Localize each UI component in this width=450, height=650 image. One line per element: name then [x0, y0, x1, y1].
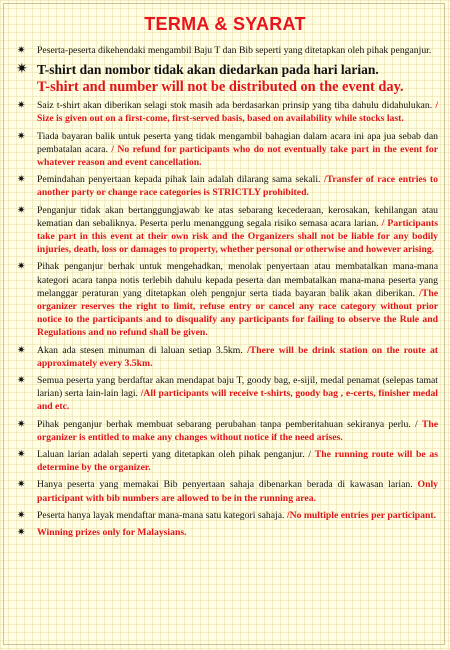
term-text-en: /Transfer of race entries to another party or change race categories is STRICTLY prohibited. [37, 174, 439, 199]
term-text-en: /All participants will receive t-shirts, goody bag , e-certs, finisher medal and etc. [37, 388, 438, 413]
term-text-ms: Penganjur tidak akan bertanggungjawab ke atas sebarang kecederaan, kerosakan, kehilangan atau kematian dan sebaliknya. Peserta perlu menanggung segala risiko semasa acara larian. [37, 204, 438, 229]
term-text-ms: Peserta hanya layak mendaftar mana-mana satu kategori sahaja. [37, 509, 285, 521]
list-item [0, 448, 450, 474]
star-bullet-icon: ✷ [17, 375, 26, 387]
term-text-ms: Laluan larian adalah seperti yang ditetapkan oleh pihak penganjur. / [37, 449, 312, 461]
page-title: TERMA & SYARAT [144, 14, 306, 34]
star-bullet-icon: ✷ [17, 100, 26, 112]
star-bullet-icon: ✷ [17, 418, 26, 430]
star-bullet-icon: ✷ [17, 261, 26, 273]
term-text-en: /There will be drink station on the route at approximately every 3.5km. [37, 344, 439, 369]
term-text-ms: Hanya peserta yang memakai Bib penyertaan sahaja dibenarkan berada di kawasan larian. [37, 479, 413, 491]
star-bullet-icon: ✷ [17, 45, 26, 56]
list-item [0, 418, 450, 444]
star-bullet-icon: ✷ [17, 174, 26, 186]
star-bullet-icon: ✷ [17, 204, 26, 216]
list-item [0, 99, 450, 125]
list-item [0, 260, 450, 339]
list-item [0, 509, 450, 522]
term-text-en: /The organizer reserves the right to limit, refuse entry or cancel any race category without prior notice to the participants and to disqualify any participants for failing to observe the Rule and Regulations and no refund shall be given. [37, 287, 439, 339]
star-bullet-icon: ✷ [17, 344, 26, 356]
list-item [0, 204, 450, 257]
term-text-ms: Tiada bayaran balik untuk peserta yang tidak mengambil bahagian dalam acara ini apa jua sebab dan pembatalan acara. [37, 130, 438, 155]
star-bullet-icon: ✷ [17, 527, 26, 539]
star-bullet-icon: ✷ [17, 130, 26, 142]
term-text-en: /No multiple entries per participant. [286, 509, 437, 521]
star-bullet-icon: ✷ [16, 61, 28, 78]
term-text-ms: Semua peserta yang berdaftar akan mendapat baju T, goody bag, e-sijil, medal penamat (selepas tamat larian) serta lain-lain lagi. [37, 375, 438, 400]
star-bullet-icon: ✷ [17, 509, 26, 521]
list-item [0, 344, 450, 370]
term-text-en: Only participant with bib numbers are allowed to be in the running area. [37, 479, 438, 504]
term-text-en: The running route will be as determine by the organizer. [37, 449, 439, 474]
term-text-ms: Pihak penganjur berhak untuk mengehadkan, menolak penyertaan atau membatalkan mana-mana kategori acara tanpa notis terlebih dahulu kepada peserta dan membatalkan mana-mana peserta yang melanggar peraturan yang ditetapkan oleh pengnjur serta tiada bayaran balik akan diberikan. [37, 261, 438, 299]
list-item [0, 374, 450, 414]
terms-list [0, 44, 450, 543]
term-text-en: / Size is given out on a first-come, first-served basis, based on availability while stocks last. [37, 100, 439, 125]
term-text-en: The organizer is entitled to make any changes without notice if the need arises. [37, 418, 439, 443]
term-text-en: / No refund for participants who do not eventually take part in the event for whatever reason and event cancellation. [37, 143, 439, 169]
term-text-ms: Akan ada stesen minuman di laluan setiap 3.5km. [37, 344, 243, 356]
list-item [0, 526, 450, 539]
term-text-en-highlight: T-shirt and number will not be distributed on the event day. [37, 79, 404, 96]
list-item-highlight [0, 61, 450, 78]
list-item [0, 173, 450, 199]
star-bullet-icon: ✷ [17, 479, 26, 491]
term-text-en: Winning prizes only for Malaysians. [37, 527, 187, 539]
star-bullet-icon: ✷ [17, 449, 26, 461]
term-text-ms: Pemindahan penyertaan kepada pihak lain adalah dilarang sama sekali. [37, 174, 321, 186]
list-item [0, 44, 450, 57]
list-item [0, 130, 450, 170]
term-text-ms: Peserta-peserta dikehendaki mengambil Baju T dan Bib seperti yang ditetapkan oleh pihak penganjur. [37, 45, 432, 56]
term-text-ms: Pihak penganjur berhak membuat sebarang perubahan tanpa pemberitahuan sekiranya perlu. / [37, 418, 418, 430]
list-item [0, 478, 450, 504]
term-text-ms: T-shirt dan nombor tidak akan diedarkan pada hari larian. [37, 62, 379, 78]
term-text-ms: Saiz t-shirt akan diberikan selagi stok masih ada berdasarkan prinsip yang tiba dahulu didahulukan. [37, 100, 433, 112]
term-text-en: / Participants take part in this event at their own risk and the Organizers shall not be liable for any bodily injuries, death, loss or damages to property, whether personal or otherwise and however arising. [37, 217, 438, 256]
